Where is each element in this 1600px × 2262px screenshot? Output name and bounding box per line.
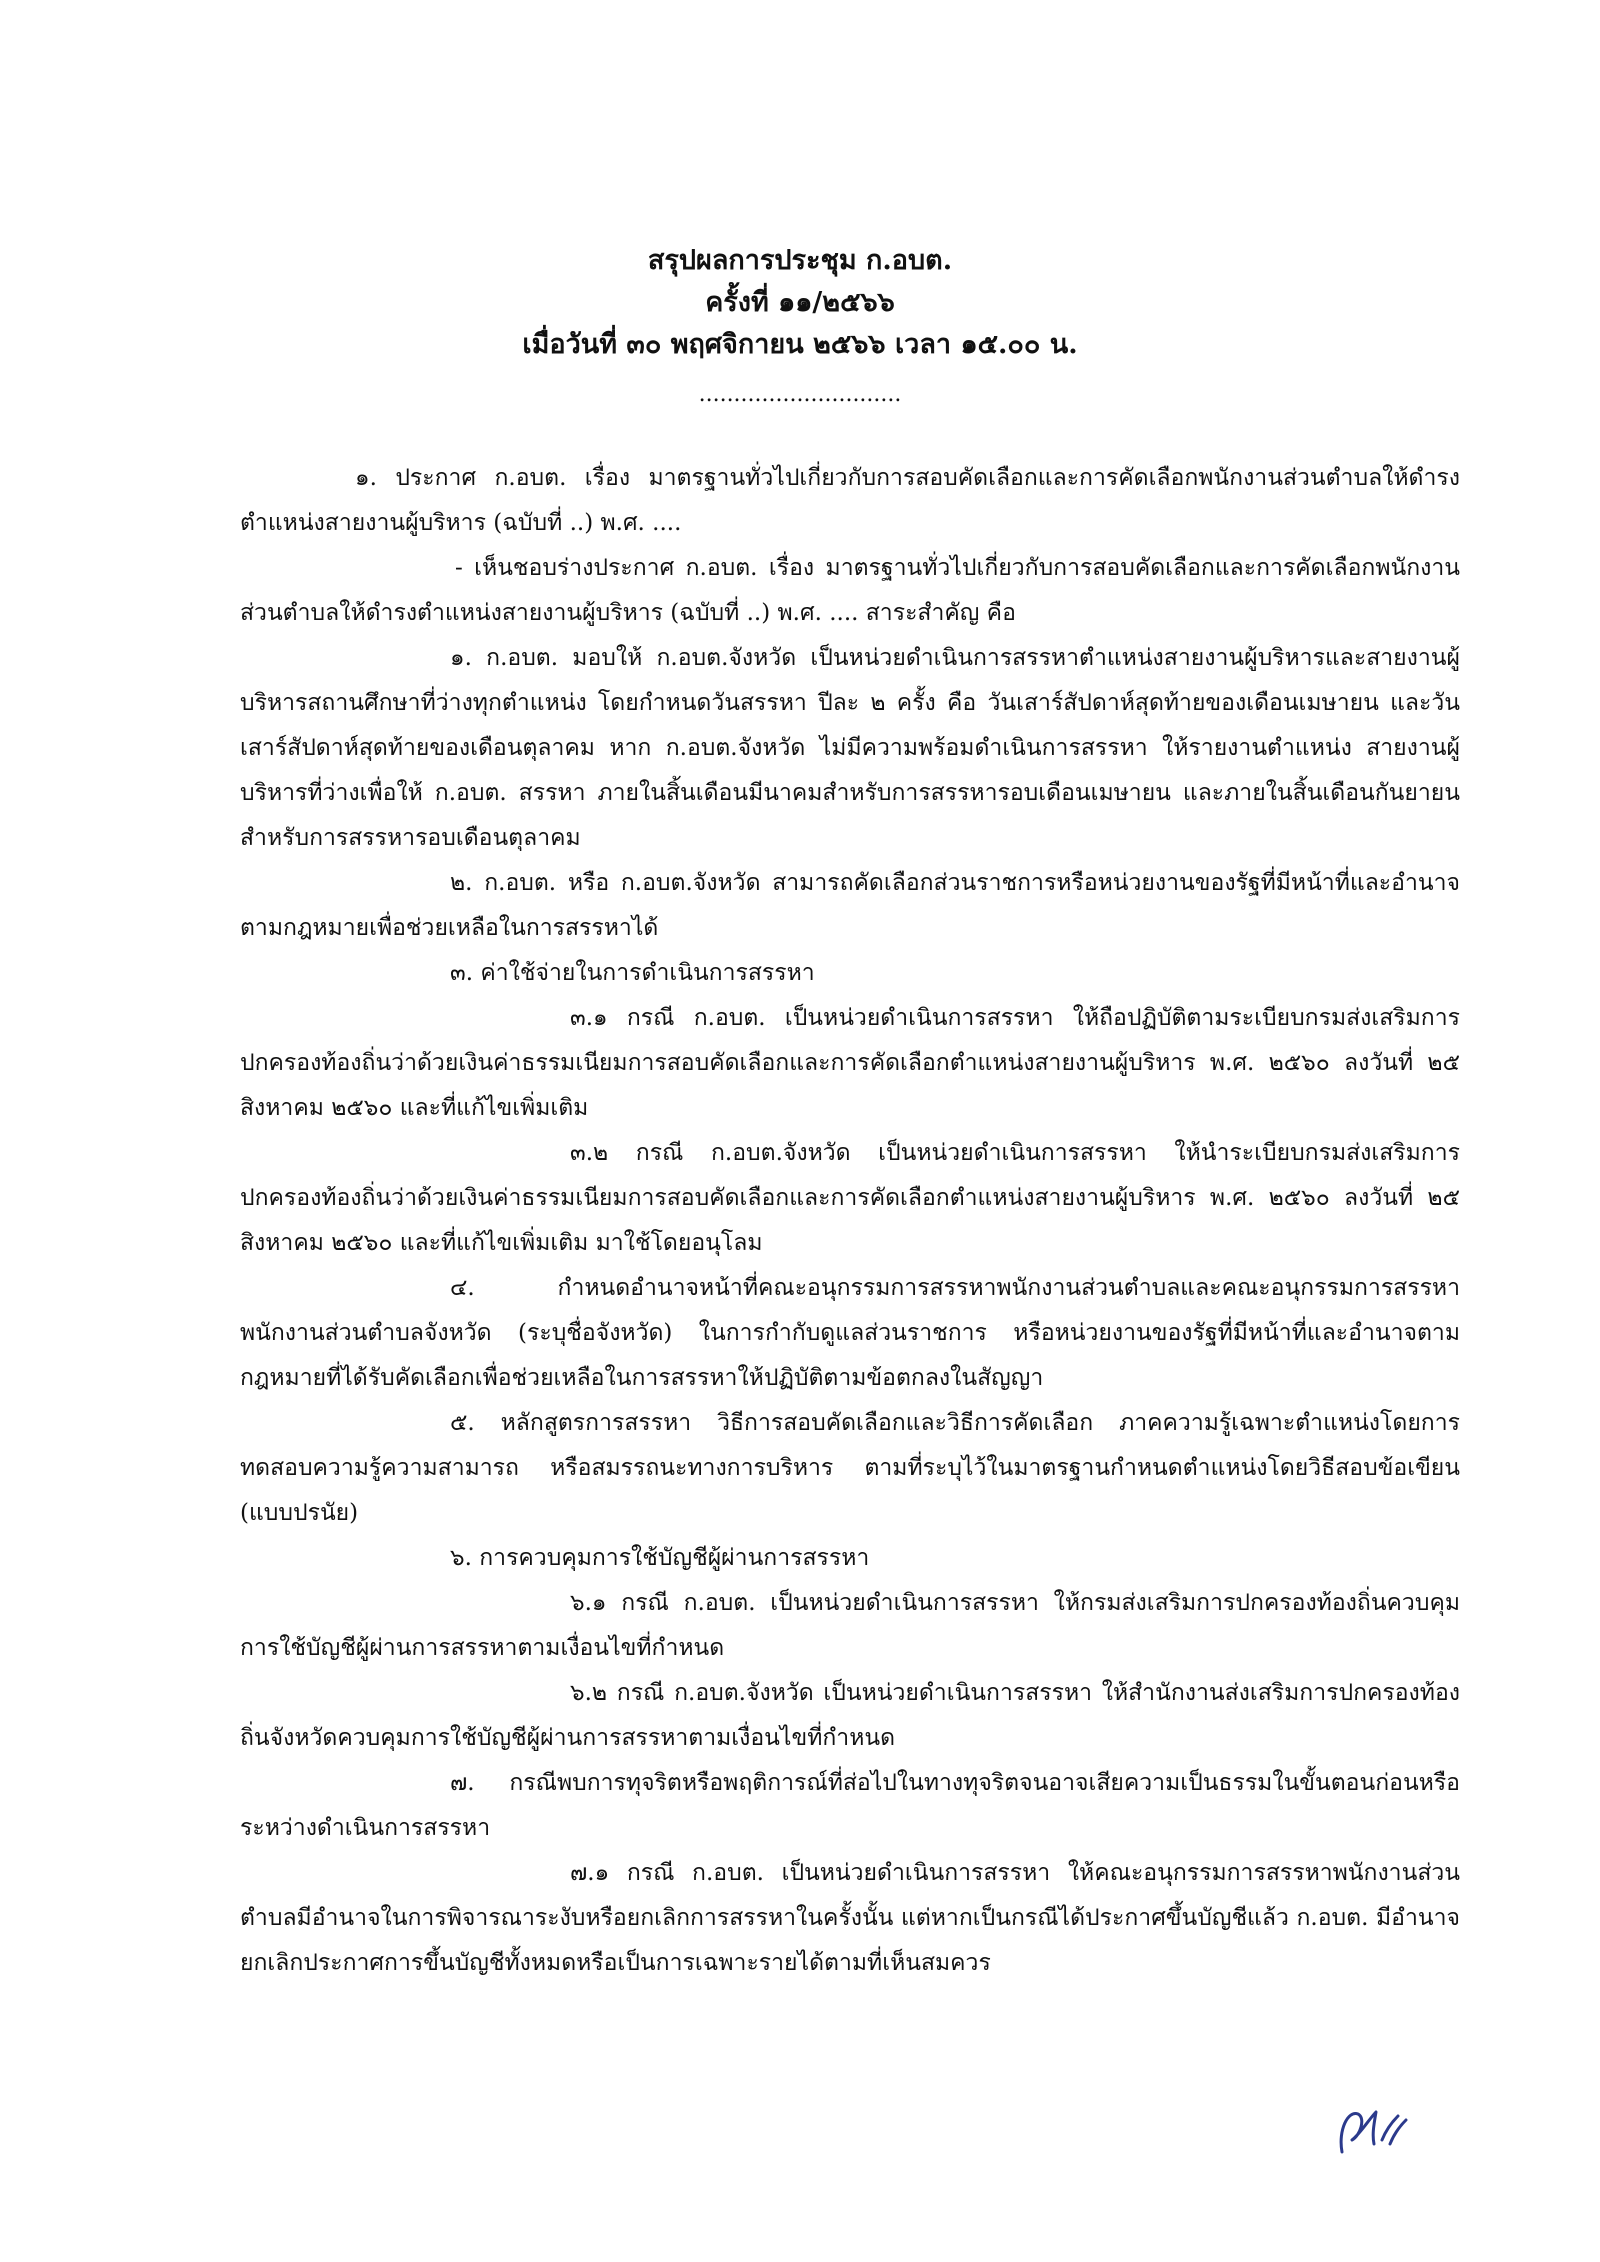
paragraph-item-7: ๗. กรณีพบการทุจริตหรือพฤติการณ์ที่ส่อไปในทางทุจริตจนอาจเสียความเป็นธรรมในขั้นตอนก่อนหรือระหว่างดำเนินการสรรหา [240,1770,1460,1841]
paragraph-item-4: ๔. กำหนดอำนาจหน้าที่คณะอนุกรรมการสรรหาพนักงานส่วนตำบลและคณะอนุกรรมการสรรหาพนักงานส่วนตำบลจังหวัด (ระบุชื่อจังหวัด) ในการกำกับดูแลส่วนราชการ หรือหน่วยงานของรัฐที่มีหน้าที่และอำนาจตามกฎหมายที่ได้รับคัดเลือกเพื่อช่วยเหลือในการสรรหาให้ปฏิบัติตามข้อตกลงในสัญญา [240,1275,1460,1391]
paragraph-item-6-2: ๖.๒ กรณี ก.อบต.จังหวัด เป็นหน่วยดำเนินการสรรหา ให้สำนักงานส่งเสริมการปกครองท้องถิ่นจังหวัดควบคุมการใช้บัญชีผู้ผ่านการสรรหาตามเงื่อนไขที่กำหนด [240,1680,1460,1751]
paragraph-item-3-1: ๓.๑ กรณี ก.อบต. เป็นหน่วยดำเนินการสรรหา ให้ถือปฏิบัติตามระเบียบกรมส่งเสริมการปกครองท้องถิ่นว่าด้วยเงินค่าธรรมเนียมการสอบคัดเลือกและการคัดเลือกตำแหน่งสายงานผู้บริหาร พ.ศ. ๒๕๖๐ ลงวันที่ ๒๕ สิงหาคม ๒๕๖๐ และที่แก้ไขเพิ่มเติม [240,1005,1460,1121]
paragraph-resolution: - เห็นชอบร่างประกาศ ก.อบต. เรื่อง มาตรฐานทั่วไปเกี่ยวกับการสอบคัดเลือกและการคัดเลือกพนักงานส่วนตำบลให้ดำรงตำแหน่งสายงานผู้บริหาร (ฉบับที่ ..) พ.ศ. .... สาระสำคัญ คือ [240,555,1460,626]
paragraph-item-3: ๓. ค่าใช้จ่ายในการดำเนินการสรรหา [450,960,815,986]
paragraph-item-1: ๑. ก.อบต. มอบให้ ก.อบต.จังหวัด เป็นหน่วยดำเนินการสรรหาตำแหน่งสายงานผู้บริหารและสายงานผู้บริหารสถานศึกษาที่ว่างทุกตำแหน่ง โดยกำหนดวันสรรหา ปีละ ๒ ครั้ง คือ วันเสาร์สัปดาห์สุดท้ายของเดือนเมษายน และวันเสาร์สัปดาห์สุดท้ายของเดือนตุลาคม หาก ก.อบต.จังหวัด ไม่มีความพร้อมดำเนินการสรรหา ให้รายงานตำแหน่ง สายงานผู้บริหารที่ว่างเพื่อให้ ก.อบต. สรรหา ภายในสิ้นเดือนมีนาคมสำหรับการสรรหารอบเดือนเมษายน และภายในสิ้นเดือนกันยายนสำหรับการสรรหารอบเดือนตุลาคม [240,645,1460,851]
meeting-date: เมื่อวันที่ ๓๐ พฤศจิกายน ๒๕๖๖ เวลา ๑๕.๐๐ น. [522,329,1078,360]
paragraph-item-2: ๒. ก.อบต. หรือ ก.อบต.จังหวัด สามารถคัดเลือกส่วนราชการหรือหน่วยงานของรัฐที่มีหน้าที่และอำนาจตามกฎหมายเพื่อช่วยเหลือในการสรรหาได้ [240,870,1460,941]
meeting-number: ครั้งที่ ๑๑/๒๕๖๖ [705,287,895,318]
paragraph-item-5: ๕. หลักสูตรการสรรหา วิธีการสอบคัดเลือกและวิธีการคัดเลือก ภาคความรู้เฉพาะตำแหน่งโดยการทดสอบความรู้ความสามารถ หรือสมรรถนะทางการบริหาร ตามที่ระบุไว้ในมาตรฐานกำหนดตำแหน่งโดยวิธีสอบข้อเขียน (แบบปรนัย) [240,1410,1460,1526]
paragraph-item-6: ๖. การควบคุมการใช้บัญชีผู้ผ่านการสรรหา [450,1545,870,1571]
paragraph-item-6-1: ๖.๑ กรณี ก.อบต. เป็นหน่วยดำเนินการสรรหา ให้กรมส่งเสริมการปกครองท้องถิ่นควบคุมการใช้บัญชีผู้ผ่านการสรรหาตามเงื่อนไขที่กำหนด [240,1590,1460,1661]
separator-dots: ............................. [698,382,902,407]
paragraph-item-3-2: ๓.๒ กรณี ก.อบต.จังหวัด เป็นหน่วยดำเนินการสรรหา ให้นำระเบียบกรมส่งเสริมการปกครองท้องถิ่นว่าด้วยเงินค่าธรรมเนียมการสอบคัดเลือกและการคัดเลือกตำแหน่งสายงานผู้บริหาร พ.ศ. ๒๕๖๐ ลงวันที่ ๒๕ สิงหาคม ๒๕๖๐ และที่แก้ไขเพิ่มเติม มาใช้โดยอนุโลม [240,1140,1460,1256]
paragraph-item-7-1: ๗.๑ กรณี ก.อบต. เป็นหน่วยดำเนินการสรรหา ให้คณะอนุกรรมการสรรหาพนักงานส่วนตำบลมีอำนาจในการพิจารณาระงับหรือยกเลิกการสรรหาในครั้งนั้น แต่หากเป็นกรณีได้ประกาศขึ้นบัญชีแล้ว ก.อบต. มีอำนาจยกเลิกประกาศการขึ้นบัญชีทั้งหมดหรือเป็นการเฉพาะรายได้ตามที่เห็นสมควร [240,1860,1460,1976]
document-body [240,456,1460,1986]
document-title: สรุปผลการประชุม ก.อบต. [647,245,953,276]
paragraph-1: ๑. ประกาศ ก.อบต. เรื่อง มาตรฐานทั่วไปเกี่ยวกับการสอบคัดเลือกและการคัดเลือกพนักงานส่วนตำบลให้ดำรงตำแหน่งสายงานผู้บริหาร (ฉบับที่ ..) พ.ศ. .... [240,465,1460,536]
document-header [0,240,1600,410]
signature-initials [1330,2100,1410,2160]
